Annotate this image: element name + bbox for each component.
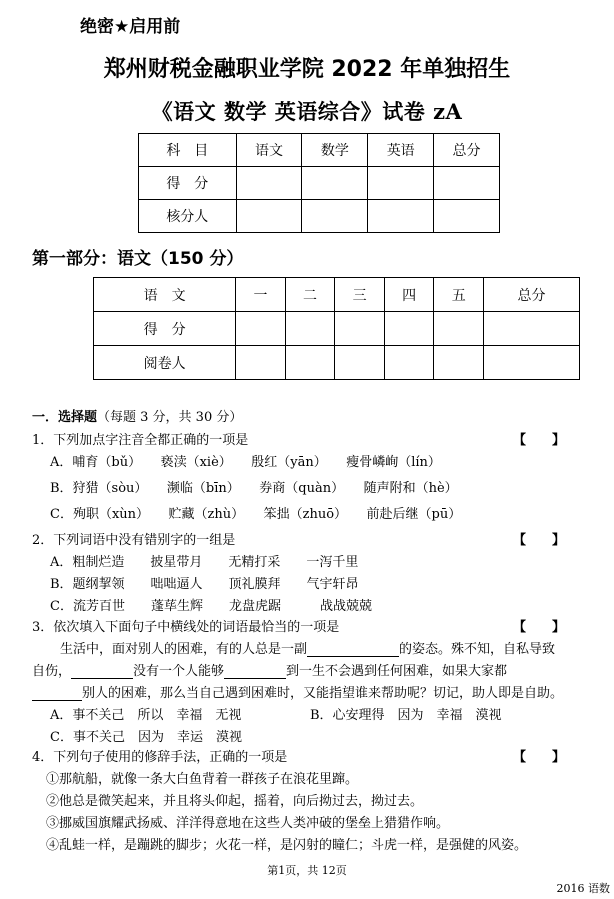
question-4-item-1: ①那航船，就像一条大白鱼背着一群孩子在浪花里蹿。 — [46, 772, 359, 787]
answer-bracket[interactable]: 【 】 — [513, 433, 566, 448]
table-header-cell: 四 — [384, 278, 434, 312]
question-3-passage-line-1 — [60, 638, 555, 657]
score-cell[interactable] — [285, 346, 335, 380]
score-cell[interactable] — [335, 346, 385, 380]
question-3-option-a: A．事不关己 所以 幸福 无视 — [50, 708, 242, 723]
fill-blank-2[interactable] — [71, 665, 133, 679]
score-cell[interactable] — [484, 312, 580, 346]
score-cell[interactable] — [368, 167, 434, 200]
question-1-option-c: C．殉职（xùn） 贮藏（zhù） 笨拙（zhuō） 前赴后继（pū） — [50, 507, 462, 522]
table-header-cell: 语文 — [236, 134, 302, 167]
score-cell[interactable] — [335, 312, 385, 346]
table-header-cell: 二 — [285, 278, 335, 312]
table-row — [139, 167, 500, 200]
table-row — [94, 312, 580, 346]
score-cell[interactable] — [236, 200, 302, 233]
table-header-cell: 三 — [335, 278, 385, 312]
fill-blank-3[interactable] — [224, 665, 286, 679]
score-cell[interactable] — [384, 312, 434, 346]
table-header-cell: 英语 — [368, 134, 434, 167]
table-header-cell: 五 — [434, 278, 484, 312]
overall-score-table — [138, 133, 500, 233]
question-1-option-b: B．狩猎（sòu） 濒临（bīn） 券商（quàn） 随声附和（hè） — [50, 481, 458, 496]
passage-text: 到一生不会遇到任何困难，如果大家都 — [286, 664, 508, 679]
question-3-option-b: B．心安理得 因为 幸福 漠视 — [310, 708, 502, 723]
answer-bracket[interactable]: 【 】 — [513, 620, 566, 635]
question-3-passage-line-3 — [32, 682, 563, 701]
question-3-passage-line-2 — [32, 660, 507, 679]
score-cell[interactable] — [384, 346, 434, 380]
score-cell[interactable] — [368, 200, 434, 233]
fill-blank-4[interactable] — [32, 687, 82, 701]
question-2-option-c: C．流芳百世 蓬荜生辉 龙盘虎踞 战战兢兢 — [50, 599, 372, 614]
table-header-cell: 总分 — [434, 134, 500, 167]
score-cell[interactable] — [434, 346, 484, 380]
answer-bracket[interactable]: 【 】 — [513, 533, 566, 548]
question-1-option-a: A．哺育（bǔ） 亵渎（xiè） 殷红（yān） 瘦骨嶙峋（lín） — [50, 455, 441, 470]
question-2-stem: 2．下列词语中没有错别字的一组是 — [32, 533, 236, 548]
score-cell[interactable] — [484, 346, 580, 380]
question-2-option-a: A．粗制烂造 披星带月 无精打采 一泻千里 — [50, 555, 359, 570]
table-row — [94, 346, 580, 380]
table-header-cell: 一 — [236, 278, 286, 312]
question-1-stem: 1．下列加点字注音全都正确的一项是 — [32, 433, 249, 448]
question-3-option-c: C．事不关己 因为 幸运 漠视 — [50, 730, 242, 745]
score-cell[interactable] — [236, 346, 286, 380]
score-cell[interactable] — [236, 167, 302, 200]
question-4-item-2: ②他总是微笑起来，并且将头仰起，摇着，向后拗过去，拗过去。 — [46, 794, 424, 809]
question-3-stem: 3．依次填入下面句子中横线处的词语最恰当的一项是 — [32, 620, 340, 635]
table-header-cell: 科 目 — [139, 134, 237, 167]
section-heading — [32, 406, 242, 425]
table-row — [139, 134, 500, 167]
confidential-label: 绝密★启用前 — [80, 17, 181, 37]
part-one-title: 第一部分：语文（150 分） — [32, 249, 244, 269]
answer-bracket[interactable]: 【 】 — [513, 750, 566, 765]
table-header-cell: 语 文 — [94, 278, 236, 312]
table-row — [94, 278, 580, 312]
section-title: 一．选择题 — [32, 410, 98, 425]
question-4-stem: 4．下列句子使用的修辞手法，正确的一项是 — [32, 750, 288, 765]
table-row — [139, 200, 500, 233]
score-cell[interactable] — [434, 167, 500, 200]
score-cell[interactable] — [302, 200, 368, 233]
document-code: 2016 语数 — [556, 882, 610, 895]
page-number: 第1页，共 12页 — [267, 864, 347, 877]
exam-title: 郑州财税金融职业学院 2022 年单独招生 — [103, 57, 511, 82]
passage-text: 别人的困难，那么当自己遇到困难时，又能指望谁来帮助呢？切记，助人即是自助。 — [82, 686, 564, 701]
question-4-item-3: ③挪威国旗耀武扬威、洋洋得意地在这些人类冲破的堡垒上猎猎作响。 — [46, 816, 450, 831]
question-4-item-4: ④乱蛙一样，是蹦跳的脚步；火花一样，是闪射的瞳仁；斗虎一样，是强健的风姿。 — [46, 838, 528, 853]
score-cell[interactable] — [434, 200, 500, 233]
score-cell[interactable] — [236, 312, 286, 346]
table-header-cell: 数学 — [302, 134, 368, 167]
score-cell[interactable] — [434, 312, 484, 346]
fill-blank-1[interactable] — [307, 643, 399, 657]
score-cell[interactable] — [302, 167, 368, 200]
row-label: 得 分 — [139, 167, 237, 200]
row-label: 阅卷人 — [94, 346, 236, 380]
score-cell[interactable] — [285, 312, 335, 346]
section-note: （每题 3 分，共 30 分） — [97, 410, 243, 425]
question-2-option-b: B．题纲挈领 咄咄逼人 顶礼膜拜 气宇轩昂 — [50, 577, 359, 592]
row-label: 核分人 — [139, 200, 237, 233]
passage-text: 的姿态。殊不知，自私导致 — [399, 642, 556, 657]
table-header-cell: 总分 — [484, 278, 580, 312]
chinese-score-table — [93, 277, 580, 380]
passage-text: 生活中，面对别人的困难，有的人总是一副 — [60, 642, 308, 657]
exam-subtitle: 《语文 数学 英语综合》试卷 zA — [151, 99, 463, 124]
passage-text: 自伤， — [32, 664, 72, 679]
row-label: 得 分 — [94, 312, 236, 346]
passage-text: 没有一个人能够 — [133, 664, 225, 679]
